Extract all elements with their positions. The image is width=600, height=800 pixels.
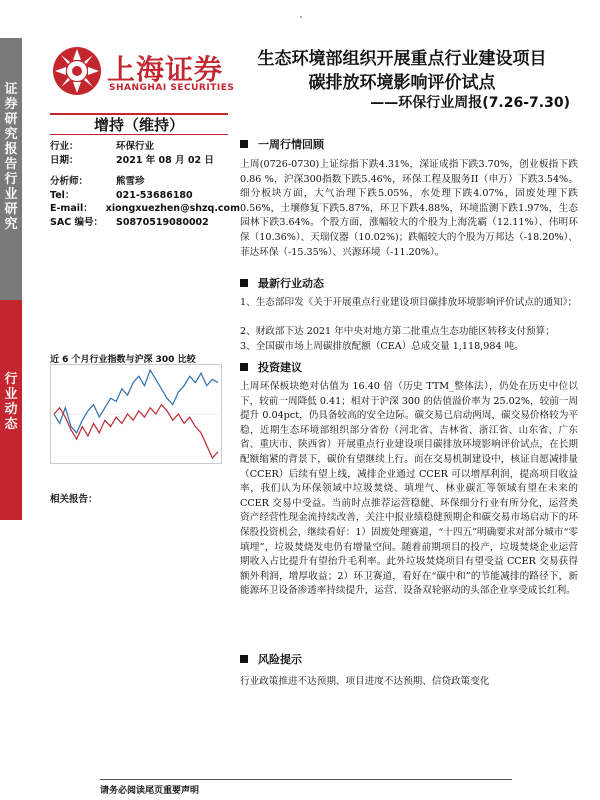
info-industry <box>50 140 240 154</box>
brand-name-en: SHANGHAI SECURITIES <box>109 83 235 93</box>
bullet-square-icon <box>240 655 248 663</box>
section-risk-body: 行业政策推进不达预期、项目进度不达预期、信贷政策变化 <box>240 676 490 687</box>
section-heading-risk <box>240 652 578 666</box>
sidebar-red-block <box>0 300 22 520</box>
report-subtitle: ——环保行业周报(7.26-7.30) <box>370 95 570 111</box>
info-date-value: 2021 年 08 月 02 日 <box>116 154 214 166</box>
info-email <box>50 202 240 216</box>
chart-series-line-hs300 <box>54 405 218 458</box>
page-dot <box>300 16 302 18</box>
info-sac <box>50 216 240 230</box>
sidebar-red-text: 行业动态 <box>4 372 18 432</box>
section-heading-text: 一周行情回顾 <box>258 138 324 151</box>
info-sac-value: S0870519080002 <box>116 216 209 228</box>
info-analyst-label: 分析师： <box>50 176 89 187</box>
brand-logo <box>52 46 235 100</box>
info-tel-value: 021-53686180 <box>116 189 193 201</box>
footer-disclaimer: 请务必阅读尾页重要声明 <box>100 786 200 796</box>
info-email-label: E-mail： <box>50 203 93 214</box>
info-date-label: 日期： <box>50 154 79 166</box>
section-industry-news-item-2: 2、财政部下达 2021 年中央对地方第二批重点生态功能区转移支付预算； <box>240 326 555 337</box>
section-industry-news-item-3: 3、全国碳市场上周碳排放配额（CEA）总成交量 1,118,984 吨。 <box>240 341 524 352</box>
brand-name-cn: 上海证券 <box>107 53 224 86</box>
report-info <box>50 140 240 229</box>
related-reports-label: 相关报告： <box>50 494 98 505</box>
info-industry-value: 环保行业 <box>116 141 155 152</box>
info-email-value[interactable]: xiongxuezhen@shzq.com <box>105 203 240 214</box>
bullet-square-icon <box>240 279 248 287</box>
footer-divider <box>100 779 512 780</box>
section-industry-news-item-1: 1、生态部印发《关于开展重点行业建设项目碳排放环境影响评价试点的通知》； <box>240 297 578 308</box>
section-heading-market-review <box>240 137 578 151</box>
info-tel <box>50 189 240 203</box>
chart-title: 近 6 个月行业指数与沪深 300 比较 <box>50 355 196 365</box>
info-analyst-value: 熊雪珍 <box>116 176 145 187</box>
section-heading-industry-news <box>240 276 578 290</box>
bullet-square-icon <box>240 140 248 148</box>
report-title-line1: 生态环境部组织开展重点行业建设项目 <box>257 49 547 69</box>
sidebar-grey-text: 证券研究报告 行业研究 <box>4 82 18 232</box>
section-market-review-body: 上周(0726-0730)上证综指下跌4.31%，深证成指下跌3.70%，创业板指下跌0.86 %，沪深300指数下跌5.46%，环保工程及服务II（申万）下跌3.54%。细分板块方面，大气治理下跌5.05%，水处理下跌4.07%，固废处理下跌0.56%，土壤修复下跌5.87%，环卫下跌4.88%，环境监测下跌1.97%，生态园林下跌3.64%。个股方面，涨幅较大的个股为上海洗霸（12.11%）、伟明环保（10.36%）、天瑞仪器（10.02%)；跌幅较大的个股为万邦达（-18.20%）、菲达环保（-15.35%）、兴源环境（-11.20%）。 <box>240 159 578 258</box>
report-title-line2: 碳排放环境影响评价试点 <box>308 73 496 93</box>
section-heading-investment-advice <box>240 360 578 374</box>
section-investment-advice-body: 上周环保板块绝对估值为 16.40 倍（历史 TTM_整体法），仍处在历史中位以下，较前一周降低 0.41；相对于沪深 300 的估值溢价率为 25.02%，较前一周提升 0.04pct，仍具备较高的安全边际。碳交易已启动两周，碳交易价格较为平稳，近期生态环境部组织部分省份（河北省、吉林省、浙江省、山东省、广东省、重庆市、陕西省）开展重点行业建设项目碳排放环境影响评价试点，在长期配额缩紧的背景下，碳价有望继续上行。而在交易机制建设中，核证自愿减排量（CCER）后续有望上线，减排企业通过 CCER 可以增厚利润，提高项目收益率，我们认为环保领域中垃圾焚烧、填埋气、林业碳汇等领域有望在未来的 CCER 交易中受益。当前时点推荐运营稳健、环保细分行业有所分化，运营类资产经营性现金流持续改善，关注中报业绩稳健预期企和碳交易市场启动下的环保股投资机会，继续看好：1）固废处理赛道，“十四五”明确要求对部分城市“零填埋”，垃圾焚烧发电仍有增量空间。随着前期项目的投产，垃圾焚烧企业运营期收入占比提升有望抬升毛利率。此外垃圾焚烧项目有望受益 CCER 交易获得额外利润，增厚收益；2）环卫赛道，看好在“碳中和”的节能减排的路径下，新能源环卫设备渗透率持续提升，运营、设备双轮驱动的头部企业享受成长红利。 <box>240 381 578 597</box>
sidebar <box>0 0 22 800</box>
logo-emblem-icon <box>52 46 102 96</box>
info-sac-label: SAC 编号： <box>50 216 103 228</box>
section-heading-text: 最新行业动态 <box>258 277 324 290</box>
info-tel-label: Tel： <box>50 189 75 201</box>
info-date <box>50 154 240 168</box>
sidebar-grey-block <box>0 38 22 300</box>
section-heading-text: 投资建议 <box>258 361 302 374</box>
info-analyst <box>50 175 240 189</box>
section-heading-text: 风险提示 <box>258 653 302 666</box>
bullet-square-icon <box>240 363 248 371</box>
info-industry-label: 行业： <box>50 141 79 152</box>
industry-vs-hs300-chart <box>50 364 222 464</box>
rating-badge: 增持（维持） <box>50 113 228 135</box>
